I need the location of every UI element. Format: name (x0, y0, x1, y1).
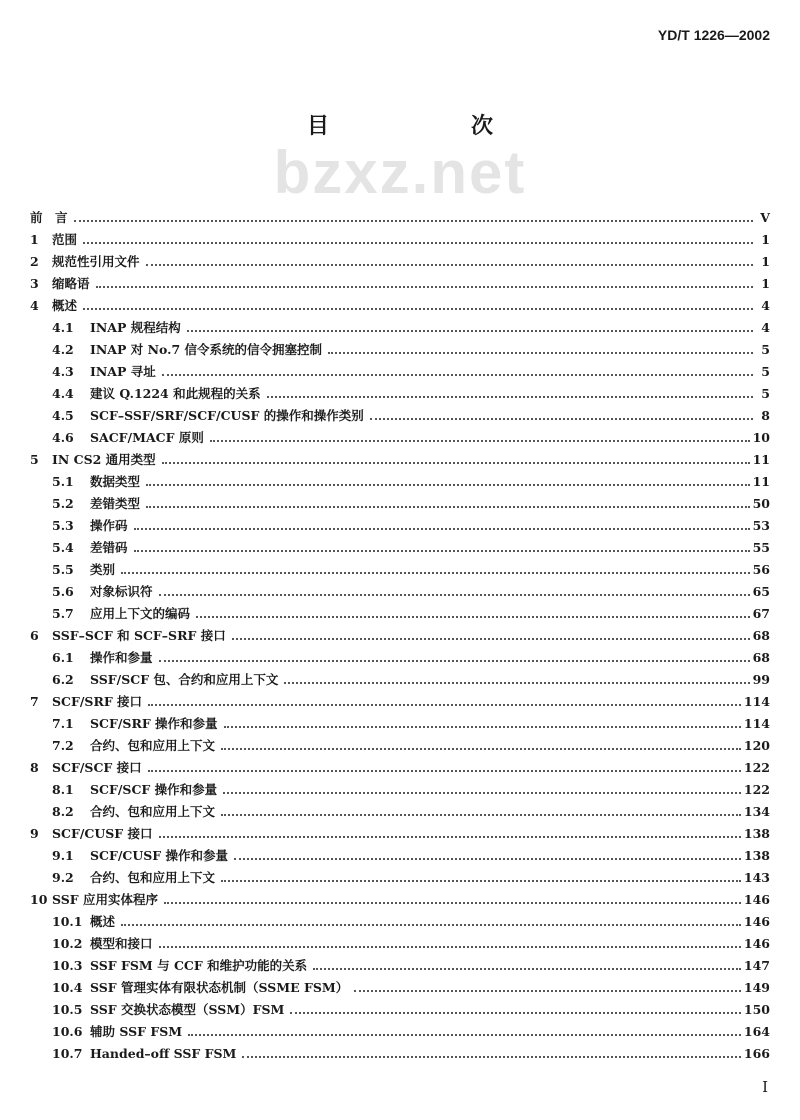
toc-entry[interactable] (30, 867, 770, 889)
toc-entry-number: 4.5 (52, 408, 74, 423)
toc-entry[interactable] (30, 207, 770, 229)
toc-entry-page: 143 (743, 870, 770, 885)
toc-entry-title: SCF/CUSF 接口 (52, 826, 153, 841)
toc-entry-page: 138 (743, 826, 770, 841)
dot-leader (83, 242, 753, 244)
toc-entry[interactable] (30, 779, 770, 801)
toc-entry-page: 8 (761, 408, 770, 423)
toc-entry[interactable] (30, 999, 770, 1021)
toc-entry-number: 10.7 (52, 1046, 83, 1061)
toc-entry-number: 9 (30, 826, 39, 841)
toc-entry-title: SCF/SRF 操作和参量 (90, 716, 218, 731)
toc-entry[interactable] (30, 251, 770, 273)
toc-entry-page: 10 (752, 430, 770, 445)
dot-leader (188, 1034, 741, 1036)
toc-entry-page: 4 (761, 298, 770, 313)
dot-leader (146, 484, 750, 486)
toc-entry-number: 10.6 (52, 1024, 83, 1039)
toc-entry-page: 4 (761, 320, 770, 335)
toc-entry-number: 5 (30, 452, 39, 467)
toc-entry-page: 114 (743, 694, 770, 709)
standard-number-header: YD/T 1226—2002 (657, 27, 770, 43)
toc-entry-page: 11 (752, 474, 770, 489)
toc-entry-number: 4.1 (52, 320, 74, 335)
toc-entry-page: 5 (761, 364, 770, 379)
toc-entry-title: SCF–SSF/SRF/SCF/CUSF 的操作和操作类别 (90, 408, 364, 423)
toc-entry-title: 规范性引用文件 (52, 254, 140, 269)
toc-entry-number: 5.2 (52, 496, 74, 511)
toc-entry-title: 类别 (90, 562, 116, 577)
toc-entry-page: 146 (743, 914, 770, 929)
page-title: 目 次 (306, 113, 553, 139)
toc-entry-number: 5.5 (52, 562, 74, 577)
toc-entry[interactable] (30, 801, 770, 823)
table-of-contents (30, 207, 770, 1065)
toc-entry[interactable] (30, 537, 770, 559)
toc-entry[interactable] (30, 603, 770, 625)
toc-entry-number: 3 (30, 276, 39, 291)
toc-entry-title: 缩略语 (52, 276, 90, 291)
dot-leader (121, 572, 750, 574)
toc-entry-number: 6.2 (52, 672, 74, 687)
toc-entry-page: 146 (743, 892, 770, 907)
toc-entry[interactable] (30, 691, 770, 713)
toc-entry[interactable] (30, 471, 770, 493)
toc-entry-title: 建议 Q.1224 和此规程的关系 (90, 386, 261, 401)
toc-entry-title: 操作和参量 (90, 650, 153, 665)
toc-entry[interactable] (30, 559, 770, 581)
toc-entry[interactable] (30, 515, 770, 537)
toc-entry-page: 68 (752, 650, 770, 665)
dot-leader (121, 924, 741, 926)
toc-entry-title: SSF 应用实体程序 (52, 892, 159, 907)
toc-entry-number: 6.1 (52, 650, 74, 665)
dot-leader (134, 528, 750, 530)
toc-entry-number: 7.2 (52, 738, 74, 753)
toc-entry[interactable] (30, 713, 770, 735)
toc-entry-number: 5.7 (52, 606, 74, 621)
toc-entry-page: 149 (743, 980, 770, 995)
dot-leader (148, 704, 741, 706)
toc-entry-title: 合约、包和应用上下文 (90, 738, 216, 753)
toc-entry-title: SSF 交换状态模型（SSM）FSM (90, 1002, 285, 1017)
toc-entry-number: 7.1 (52, 716, 74, 731)
toc-entry[interactable] (30, 361, 770, 383)
toc-entry-page: 164 (743, 1024, 770, 1039)
toc-entry[interactable] (30, 1043, 770, 1065)
toc-entry-number: 5.6 (52, 584, 74, 599)
dot-leader (224, 726, 741, 728)
toc-entry-title: 合约、包和应用上下文 (90, 870, 216, 885)
dot-leader (159, 660, 750, 662)
toc-entry-title: SCF/SCF 接口 (52, 760, 142, 775)
toc-entry-page: 53 (752, 518, 770, 533)
dot-leader (74, 220, 753, 222)
page-number: I (762, 1078, 768, 1096)
toc-entry-page: 1 (761, 254, 770, 269)
toc-entry[interactable] (30, 1021, 770, 1043)
toc-entry-page: 166 (743, 1046, 770, 1061)
toc-entry-title: Handed–off SSF FSM (90, 1046, 237, 1061)
dot-leader (159, 594, 750, 596)
toc-entry-number: 10.2 (52, 936, 83, 951)
toc-entry-number: 4.3 (52, 364, 74, 379)
toc-entry-title: 差错码 (90, 540, 128, 555)
toc-entry-page: 5 (761, 386, 770, 401)
toc-entry-title: 模型和接口 (90, 936, 153, 951)
dot-leader (148, 770, 741, 772)
dot-leader (221, 748, 741, 750)
toc-entry[interactable] (30, 977, 770, 999)
toc-entry-page: 56 (752, 562, 770, 577)
toc-entry-page: 134 (743, 804, 770, 819)
dot-leader (210, 440, 750, 442)
toc-entry-title: SCF/CUSF 操作和参量 (90, 848, 229, 863)
toc-entry-page: 147 (743, 958, 770, 973)
toc-entry[interactable] (30, 845, 770, 867)
toc-entry[interactable] (30, 295, 770, 317)
toc-entry-number: 2 (30, 254, 39, 269)
watermark: bzxz.net (273, 139, 527, 206)
toc-entry-number: 8 (30, 760, 39, 775)
toc-entry-title: 合约、包和应用上下文 (90, 804, 216, 819)
toc-entry-number: 9.2 (52, 870, 74, 885)
toc-entry-page: 122 (743, 782, 770, 797)
dot-leader (223, 792, 741, 794)
toc-entry-title: 差错类型 (90, 496, 141, 511)
dot-leader (221, 814, 741, 816)
dot-leader (146, 506, 750, 508)
toc-entry-number: 10.3 (52, 958, 83, 973)
toc-entry-page: 1 (761, 232, 770, 247)
dot-leader (221, 880, 741, 882)
toc-entry-number: 6 (30, 628, 39, 643)
toc-entry[interactable] (30, 427, 770, 449)
dot-leader (164, 902, 741, 904)
toc-entry-title: 应用上下文的编码 (90, 606, 191, 621)
dot-leader (267, 396, 753, 398)
dot-leader (159, 946, 741, 948)
toc-entry-page: 138 (743, 848, 770, 863)
toc-entry[interactable] (30, 449, 770, 471)
dot-leader (232, 638, 750, 640)
toc-entry-number: 1 (30, 232, 39, 247)
toc-entry-number: 10.4 (52, 980, 83, 995)
toc-entry-number: 4 (30, 298, 39, 313)
toc-entry-title: INAP 对 No.7 信令系统的信令拥塞控制 (90, 342, 323, 357)
dot-leader (242, 1056, 741, 1058)
toc-entry[interactable] (30, 273, 770, 295)
toc-entry[interactable] (30, 317, 770, 339)
toc-entry-page: 99 (752, 672, 770, 687)
toc-entry-page: V (760, 210, 770, 225)
toc-entry-page: 150 (743, 1002, 770, 1017)
dot-leader (284, 682, 749, 684)
dot-leader (187, 330, 753, 332)
toc-entry-number: 5.4 (52, 540, 74, 555)
dot-leader (96, 286, 753, 288)
dot-leader (134, 550, 750, 552)
toc-entry-number: 4.4 (52, 386, 74, 401)
dot-leader (328, 352, 753, 354)
toc-entry-title: SACF/MACF 原则 (90, 430, 204, 445)
toc-entry-page: 55 (752, 540, 770, 555)
toc-entry[interactable] (30, 735, 770, 757)
toc-entry-page: 114 (743, 716, 770, 731)
toc-entry[interactable] (30, 581, 770, 603)
toc-entry-title: 概述 (52, 298, 78, 313)
toc-entry-number: 8.2 (52, 804, 74, 819)
dot-leader (370, 418, 753, 420)
toc-entry-page: 50 (752, 496, 770, 511)
toc-entry-number: 10 (30, 892, 48, 907)
toc-entry[interactable] (30, 405, 770, 427)
toc-entry-title: SCF/SRF 接口 (52, 694, 143, 709)
toc-entry-page: 67 (752, 606, 770, 621)
toc-entry-title: SSF–SCF 和 SCF–SRF 接口 (52, 628, 226, 643)
toc-entry-title: SSF/SCF 包、合约和应用上下文 (90, 672, 279, 687)
dot-leader (290, 1012, 741, 1014)
dot-leader (234, 858, 741, 860)
toc-entry-title: 概述 (90, 914, 116, 929)
toc-entry[interactable] (30, 757, 770, 779)
dot-leader (354, 990, 741, 992)
toc-entry-number: 5.1 (52, 474, 74, 489)
toc-entry-title: INAP 规程结构 (90, 320, 181, 335)
toc-entry-title: SCF/SCF 操作和参量 (90, 782, 218, 797)
dot-leader (196, 616, 750, 618)
dot-leader (162, 462, 750, 464)
toc-entry[interactable] (30, 669, 770, 691)
toc-entry-page: 65 (752, 584, 770, 599)
toc-entry-page: 120 (743, 738, 770, 753)
toc-entry-page: 122 (743, 760, 770, 775)
toc-entry-title: 辅助 SSF FSM (90, 1024, 183, 1039)
toc-entry-title: IN CS2 通用类型 (52, 452, 156, 467)
toc-entry[interactable] (30, 647, 770, 669)
toc-entry-title: 范围 (52, 232, 78, 247)
toc-entry[interactable] (30, 933, 770, 955)
toc-entry-page: 68 (752, 628, 770, 643)
toc-entry[interactable] (30, 955, 770, 977)
toc-entry-number: 10.1 (52, 914, 83, 929)
toc-entry-number: 10.5 (52, 1002, 83, 1017)
toc-entry[interactable] (30, 339, 770, 361)
toc-entry-number: 4.6 (52, 430, 74, 445)
toc-entry-title: 数据类型 (90, 474, 141, 489)
toc-entry-number: 5.3 (52, 518, 74, 533)
dot-leader (159, 836, 741, 838)
toc-entry-title: 前 言 (30, 210, 68, 225)
toc-entry-title: 对象标识符 (90, 584, 153, 599)
toc-entry-number: 8.1 (52, 782, 74, 797)
toc-entry-title: SSF 管理实体有限状态机制（SSME FSM） (90, 980, 349, 995)
toc-entry-number: 7 (30, 694, 39, 709)
toc-entry[interactable] (30, 823, 770, 845)
toc-entry-page: 11 (752, 452, 770, 467)
toc-entry[interactable] (30, 383, 770, 405)
toc-entry[interactable] (30, 229, 770, 251)
toc-entry-number: 9.1 (52, 848, 74, 863)
toc-entry-page: 1 (761, 276, 770, 291)
toc-entry[interactable] (30, 493, 770, 515)
toc-entry-page: 146 (743, 936, 770, 951)
toc-entry-title: INAP 寻址 (90, 364, 156, 379)
toc-entry-title: SSF FSM 与 CCF 和维护功能的关系 (90, 958, 308, 973)
toc-entry[interactable] (30, 625, 770, 647)
toc-entry-number: 4.2 (52, 342, 74, 357)
toc-entry-title: 操作码 (90, 518, 128, 533)
toc-entry[interactable] (30, 911, 770, 933)
dot-leader (83, 308, 753, 310)
toc-entry-page: 5 (761, 342, 770, 357)
toc-entry[interactable] (30, 889, 770, 911)
dot-leader (146, 264, 753, 266)
dot-leader (162, 374, 753, 376)
dot-leader (313, 968, 741, 970)
